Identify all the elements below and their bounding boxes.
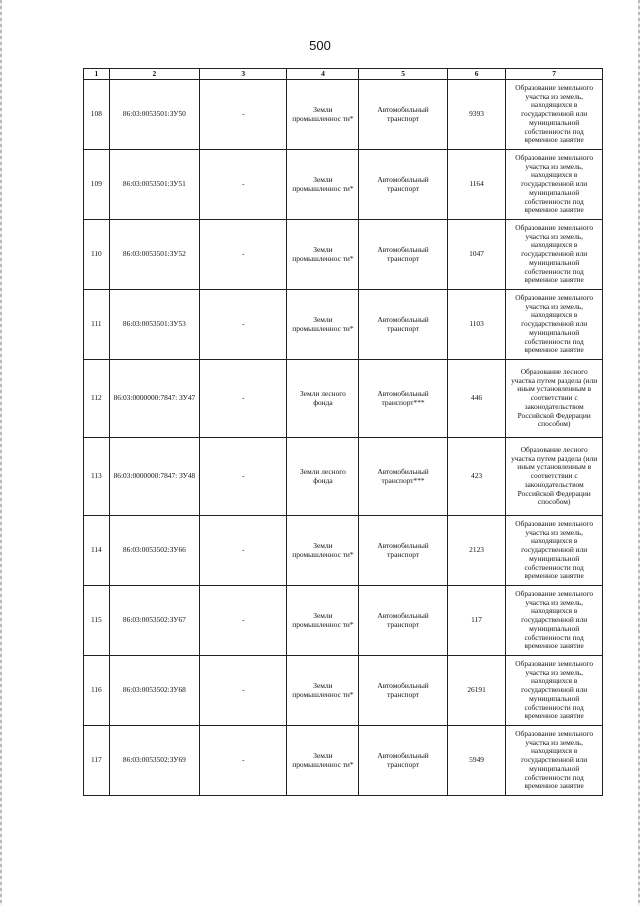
land-category: Земли промышленнос ти* [287,80,359,150]
formation-note: Образование земельного участка из земель, находящихся в государственной или муниципальной собственности под временное занятие [506,80,603,150]
table-row [84,290,603,360]
land-category: Земли промышленнос ти* [287,516,359,586]
area-value: 26191 [447,656,506,726]
table-row [84,586,603,656]
formation-note: Образование лесного участка путем раздела (или иным установленным в соответствии с законодательством Российской Федерации способом) [506,438,603,516]
area-value: 1164 [447,150,506,220]
column-header-5: 5 [359,69,447,80]
row-number: 111 [84,290,110,360]
table-row [84,360,603,438]
col3-value: - [200,360,287,438]
land-category: Земли лесного фонда [287,438,359,516]
col3-value: - [200,80,287,150]
col3-value: - [200,726,287,796]
permitted-use: Автомобильный транспорт [359,220,447,290]
cadastral-number: 86:03:0053501:ЗУ53 [109,290,199,360]
formation-note: Образование земельного участка из земель, находящихся в государственной или муниципальной собственности под временное занятие [506,150,603,220]
column-header-2: 2 [109,69,199,80]
cadastral-number: 86:03:0053502:ЗУ66 [109,516,199,586]
cadastral-number: 86:03:0053501:ЗУ50 [109,80,199,150]
permitted-use: Автомобильный транспорт*** [359,438,447,516]
area-value: 5949 [447,726,506,796]
permitted-use: Автомобильный транспорт*** [359,360,447,438]
col3-value: - [200,220,287,290]
area-value: 1047 [447,220,506,290]
permitted-use: Автомобильный транспорт [359,80,447,150]
table-row [84,150,603,220]
column-header-1: 1 [84,69,110,80]
cadastral-number: 86:03:0053501:ЗУ51 [109,150,199,220]
cadastral-number: 86:03:0000000:7847: ЗУ47 [109,360,199,438]
column-header-6: 6 [447,69,506,80]
col3-value: - [200,656,287,726]
land-plots-table [83,68,603,796]
col3-value: - [200,516,287,586]
area-value: 423 [447,438,506,516]
permitted-use: Автомобильный транспорт [359,586,447,656]
land-category: Земли промышленнос ти* [287,586,359,656]
land-category: Земли промышленнос ти* [287,656,359,726]
column-header-3: 3 [200,69,287,80]
land-category: Земли промышленнос ти* [287,150,359,220]
formation-note: Образование лесного участка путем раздела (или иным установленным в соответствии с законодательством Российской Федерации способом) [506,360,603,438]
formation-note: Образование земельного участка из земель, находящихся в государственной или муниципальной собственности под временное занятие [506,290,603,360]
row-number: 116 [84,656,110,726]
land-category: Земли промышленнос ти* [287,220,359,290]
table-row [84,726,603,796]
col3-value: - [200,438,287,516]
permitted-use: Автомобильный транспорт [359,150,447,220]
permitted-use: Автомобильный транспорт [359,290,447,360]
row-number: 108 [84,80,110,150]
table-header-row [84,69,603,80]
column-header-4: 4 [287,69,359,80]
land-category: Земли промышленнос ти* [287,726,359,796]
table-row [84,438,603,516]
table-row [84,220,603,290]
formation-note: Образование земельного участка из земель, находящихся в государственной или муниципальной собственности под временное занятие [506,516,603,586]
page-number: 500 [309,38,331,53]
formation-note: Образование земельного участка из земель, находящихся в государственной или муниципальной собственности под временное занятие [506,220,603,290]
area-value: 446 [447,360,506,438]
scan-left-edge [0,0,2,905]
cadastral-number: 86:03:0000000:7847: ЗУ48 [109,438,199,516]
table-row [84,80,603,150]
formation-note: Образование земельного участка из земель, находящихся в государственной или муниципальной собственности под временное занятие [506,726,603,796]
row-number: 117 [84,726,110,796]
row-number: 109 [84,150,110,220]
cadastral-number: 86:03:0053501:ЗУ52 [109,220,199,290]
col3-value: - [200,150,287,220]
area-value: 9393 [447,80,506,150]
land-category: Земли промышленнос ти* [287,290,359,360]
area-value: 2123 [447,516,506,586]
permitted-use: Автомобильный транспорт [359,726,447,796]
table-row [84,656,603,726]
row-number: 110 [84,220,110,290]
table-row [84,516,603,586]
formation-note: Образование земельного участка из земель, находящихся в государственной или муниципальной собственности под временное занятие [506,656,603,726]
col3-value: - [200,586,287,656]
formation-note: Образование земельного участка из земель, находящихся в государственной или муниципальной собственности под временное занятие [506,586,603,656]
row-number: 112 [84,360,110,438]
cadastral-number: 86:03:0053502:ЗУ68 [109,656,199,726]
permitted-use: Автомобильный транспорт [359,516,447,586]
area-value: 117 [447,586,506,656]
land-category: Земли лесного фонда [287,360,359,438]
permitted-use: Автомобильный транспорт [359,656,447,726]
col3-value: - [200,290,287,360]
row-number: 113 [84,438,110,516]
column-header-7: 7 [506,69,603,80]
row-number: 114 [84,516,110,586]
area-value: 1103 [447,290,506,360]
cadastral-number: 86:03:0053502:ЗУ69 [109,726,199,796]
cadastral-number: 86:03:0053502:ЗУ67 [109,586,199,656]
row-number: 115 [84,586,110,656]
